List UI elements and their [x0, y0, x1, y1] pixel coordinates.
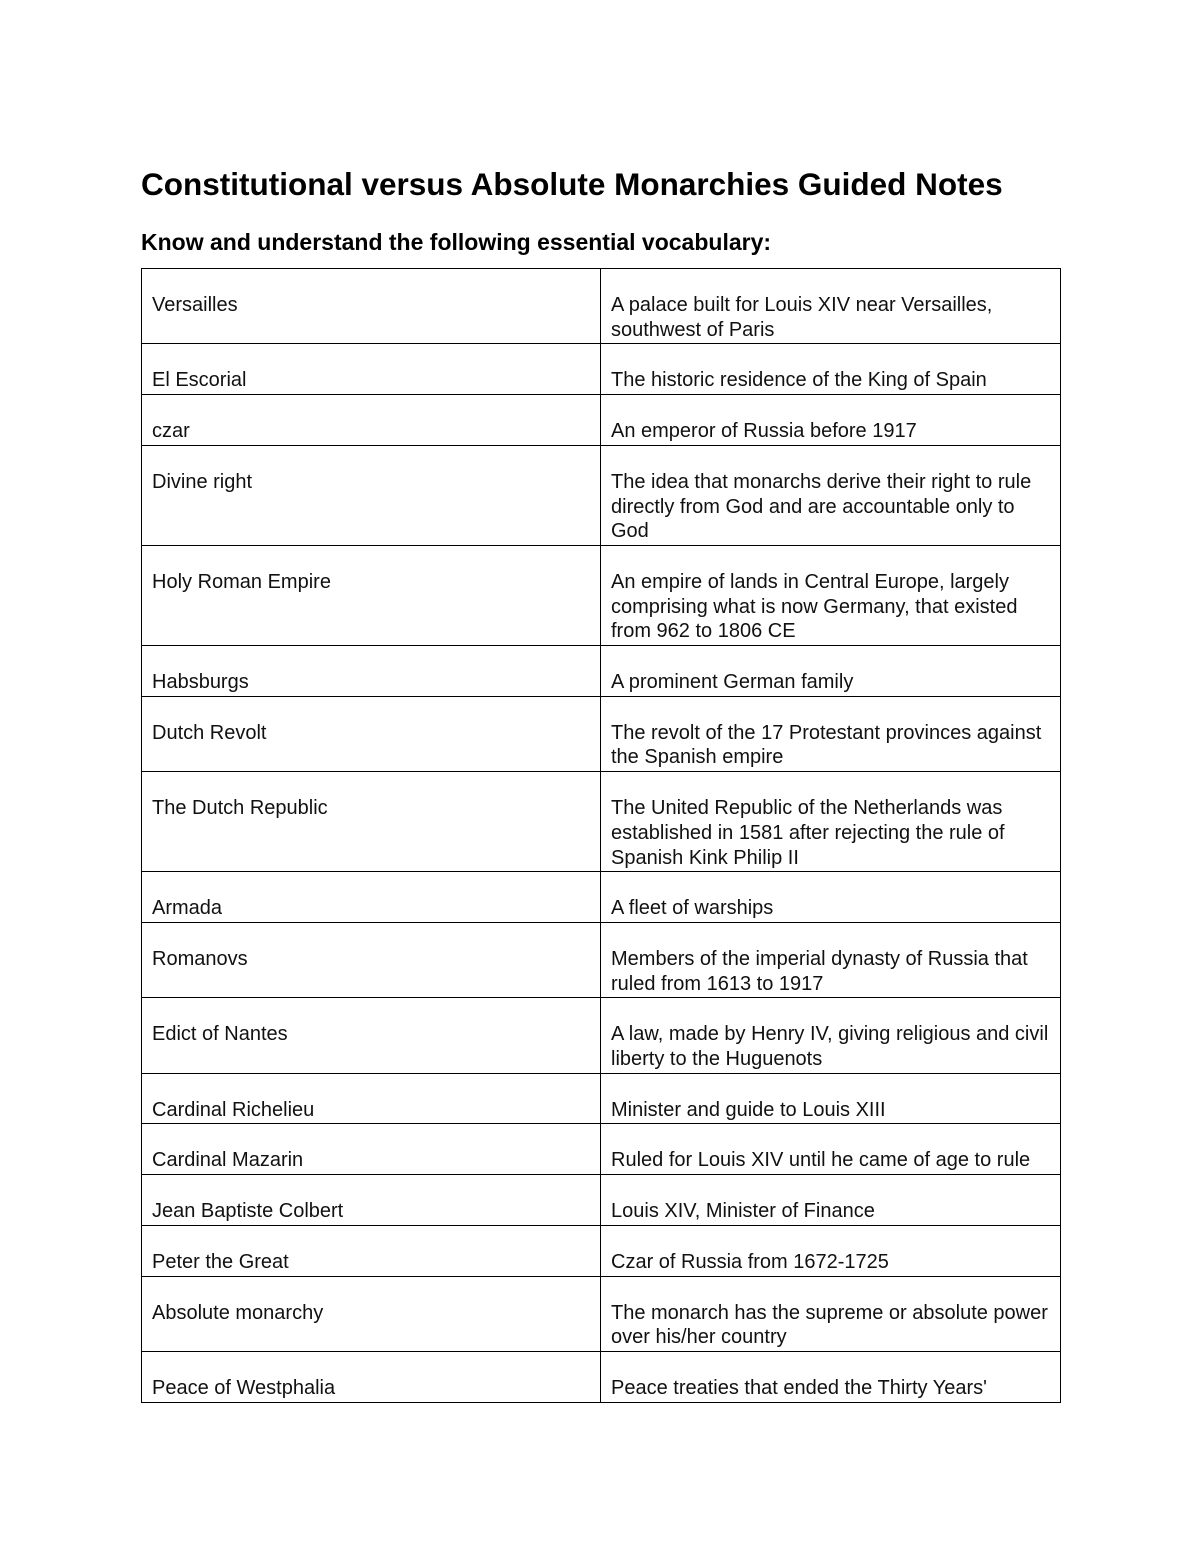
table-row — [142, 395, 1061, 446]
vocab-term: Peter the Great — [142, 1225, 601, 1276]
vocab-definition: Czar of Russia from 1672-1725 — [601, 1225, 1061, 1276]
vocab-definition: The idea that monarchs derive their right to rule directly from God and are accountable only to God — [601, 445, 1061, 545]
vocab-term: Versailles — [142, 269, 601, 344]
vocab-term: The Dutch Republic — [142, 772, 601, 872]
vocab-term: El Escorial — [142, 344, 601, 395]
table-row — [142, 1225, 1061, 1276]
table-row — [142, 344, 1061, 395]
vocab-definition: The revolt of the 17 Protestant provinces against the Spanish empire — [601, 696, 1061, 771]
table-row — [142, 872, 1061, 923]
vocab-definition: An empire of lands in Central Europe, largely comprising what is now Germany, that existed from 962 to 1806 CE — [601, 545, 1061, 645]
vocab-term: Divine right — [142, 445, 601, 545]
table-row — [142, 445, 1061, 545]
table-row — [142, 1351, 1061, 1402]
vocab-definition: Members of the imperial dynasty of Russia that ruled from 1613 to 1917 — [601, 922, 1061, 997]
table-row — [142, 646, 1061, 697]
vocab-definition: A palace built for Louis XIV near Versailles, southwest of Paris — [601, 269, 1061, 344]
vocab-term: Jean Baptiste Colbert — [142, 1175, 601, 1226]
vocab-definition: An emperor of Russia before 1917 — [601, 395, 1061, 446]
vocab-definition: Peace treaties that ended the Thirty Years' — [601, 1351, 1061, 1402]
page-subtitle: Know and understand the following essential vocabulary: — [141, 229, 772, 255]
vocab-definition: The United Republic of the Netherlands was established in 1581 after rejecting the rule of Spanish Kink Philip II — [601, 772, 1061, 872]
table-row — [142, 1175, 1061, 1226]
vocab-definition: The monarch has the supreme or absolute power over his/her country — [601, 1276, 1061, 1351]
vocab-definition: A fleet of warships — [601, 872, 1061, 923]
vocab-term: czar — [142, 395, 601, 446]
vocab-definition: A prominent German family — [601, 646, 1061, 697]
table-row — [142, 1073, 1061, 1124]
vocab-term: Cardinal Richelieu — [142, 1073, 601, 1124]
vocab-term: Dutch Revolt — [142, 696, 601, 771]
table-row — [142, 998, 1061, 1073]
vocab-definition: A law, made by Henry IV, giving religious and civil liberty to the Huguenots — [601, 998, 1061, 1073]
table-row — [142, 1276, 1061, 1351]
vocab-definition: Minister and guide to Louis XIII — [601, 1073, 1061, 1124]
table-row — [142, 772, 1061, 872]
vocab-definition: Louis XIV, Minister of Finance — [601, 1175, 1061, 1226]
table-row — [142, 269, 1061, 344]
vocab-term: Peace of Westphalia — [142, 1351, 601, 1402]
vocab-definition: The historic residence of the King of Spain — [601, 344, 1061, 395]
vocab-term: Absolute monarchy — [142, 1276, 601, 1351]
table-row — [142, 545, 1061, 645]
table-row — [142, 696, 1061, 771]
vocab-term: Cardinal Mazarin — [142, 1124, 601, 1175]
vocabulary-table — [141, 268, 1061, 1403]
vocab-term: Armada — [142, 872, 601, 923]
table-row — [142, 1124, 1061, 1175]
vocab-term: Habsburgs — [142, 646, 601, 697]
vocab-term: Holy Roman Empire — [142, 545, 601, 645]
vocab-term: Romanovs — [142, 922, 601, 997]
vocab-term: Edict of Nantes — [142, 998, 601, 1073]
vocab-definition: Ruled for Louis XIV until he came of age to rule — [601, 1124, 1061, 1175]
table-row — [142, 922, 1061, 997]
page-title: Constitutional versus Absolute Monarchies Guided Notes — [141, 166, 1003, 202]
